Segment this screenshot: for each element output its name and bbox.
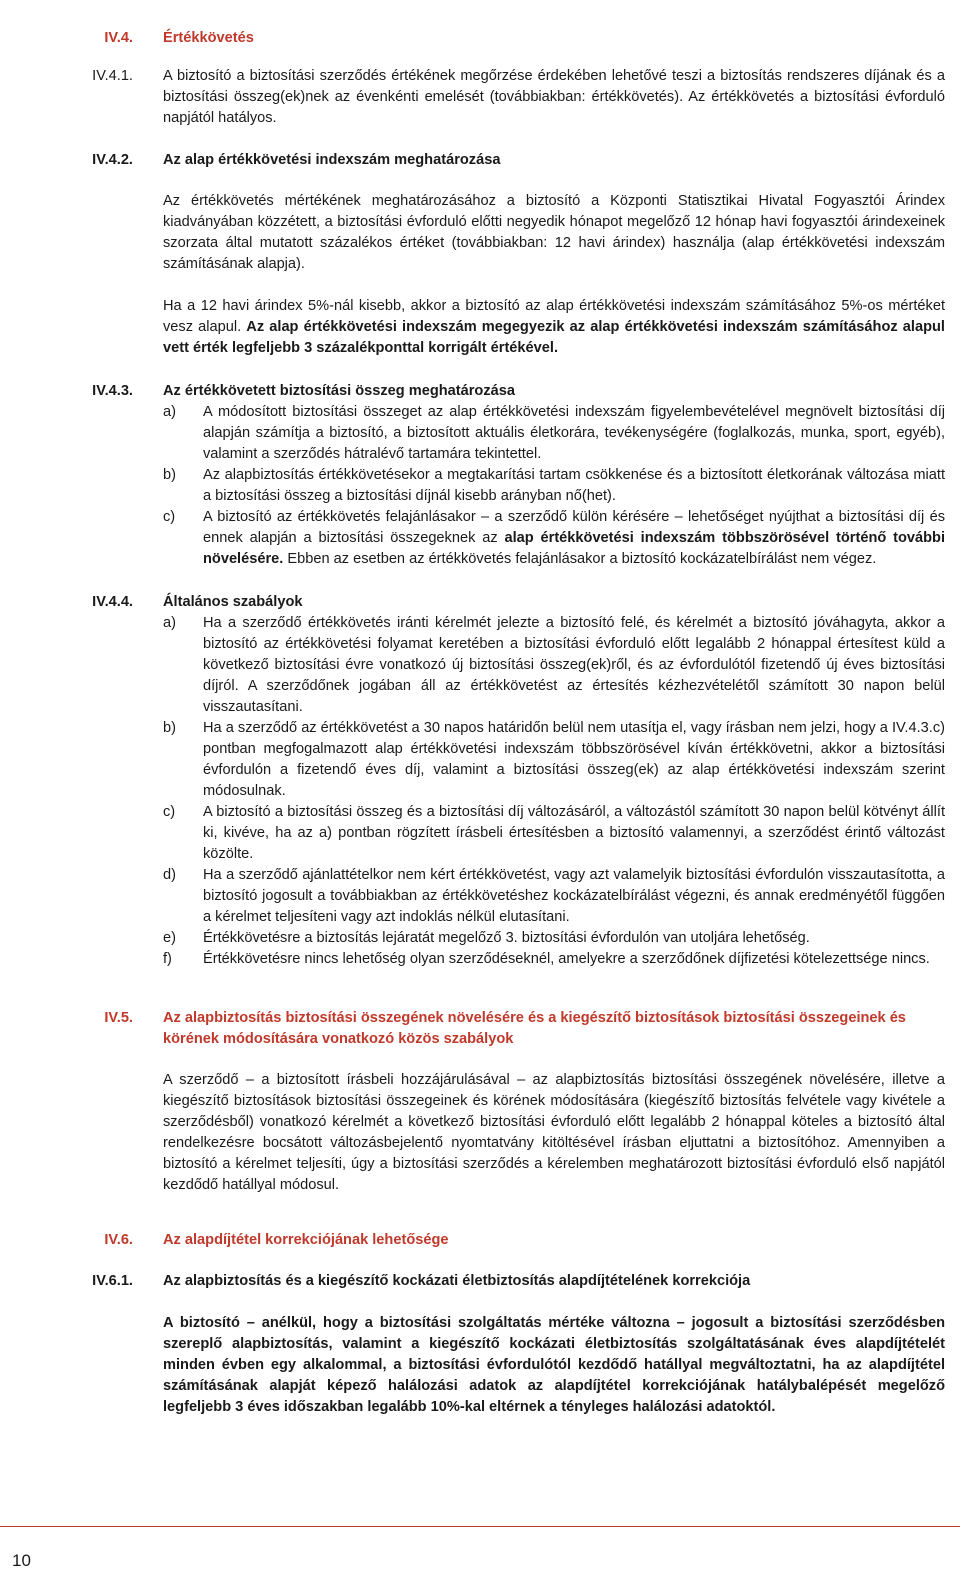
- list-letter: a): [163, 404, 176, 420]
- list-letter: b): [163, 467, 176, 483]
- list: [163, 613, 945, 970]
- list-item: [163, 928, 945, 949]
- list-item: [163, 865, 945, 928]
- list-text-bold: alap értékkövetési indexszám többszörösével történő további növelésére.: [203, 530, 946, 567]
- section-number: IV.4.2.: [92, 152, 133, 168]
- list-letter: e): [163, 930, 176, 946]
- list-letter: d): [163, 867, 176, 883]
- list-item: [163, 465, 945, 507]
- paragraph: A biztosító a biztosítási szerződés értékének megőrzése érdekében lehetővé teszi a biztosítás rendszeres díjának és a biztosítási összeg(ek)nek az évenkénti emelését (továbbiakban: értékkövetés). Az értékkövetés a biztosítási évforduló napjától hatályos.: [163, 68, 945, 126]
- list-letter: c): [163, 509, 176, 525]
- list: [163, 402, 945, 570]
- list-item: [163, 949, 945, 970]
- list-item: [163, 402, 945, 465]
- list-text: Értékkövetésre a biztosítás lejáratát megelőző 3. biztosítási évfordulón van utoljára lehetőség.: [203, 930, 810, 946]
- section-number: IV.4.3.: [92, 383, 133, 399]
- section-title: Általános szabályok: [163, 594, 303, 610]
- list-item: [163, 802, 945, 865]
- section-title: Az alapbiztosítás biztosítási összegének növelésére és a kiegészítő biztosítások biztosítási összegeinek és körének módosítására vonatkozó közös szabályok: [163, 1010, 906, 1047]
- section-title: Az alapdíjtétel korrekciójának lehetősége: [163, 1232, 449, 1248]
- footer-divider: [0, 1526, 960, 1527]
- section-title: Az alap értékkövetési indexszám meghatározása: [163, 152, 501, 168]
- list-text: Értékkövetésre nincs lehetőség olyan szerződéseknél, amelyekre a szerződőnek díjfizetési kötelezettsége nincs.: [203, 951, 930, 967]
- list-text: Ha a szerződő ajánlattételkor nem kért értékkövetést, vagy azt valamelyik biztosítási évfordulón visszautasította, a biztosító jogosult a továbbiakban az értékkövetéshez kockázatelbírálást végezni, és annak eredményétől függően a kérelmet teljesíteni vagy azt indoklás nélkül elutasítani.: [203, 867, 945, 925]
- list-item: [163, 613, 945, 718]
- paragraph-bold: Az alap értékkövetési indexszám megegyezik az alap értékkövetési indexszám számításához alapul vett érték legfeljebb 3 százalékponttal korrigált értékével.: [163, 319, 945, 356]
- paragraph: [163, 296, 945, 359]
- list-item: [163, 718, 945, 802]
- list-item: [163, 507, 945, 570]
- paragraph: A biztosító – anélkül, hogy a biztosítási szolgáltatás mértéke változna – jogosult a biztosítási szerződésben szereplő alapbiztosítás, valamint a kiegészítő kockázati életbiztosítás szolgáltatásának éves alapdíjtételét minden évben egy alkalommal, a biztosítási évfordulótól kezdődő hatállyal megváltoztatni, ha az alapdíjtétel számításának alapját képező halálozási adatok az alapdíjtétel korrekciójának hatálybalépését megelőző legfeljebb 3 éves időszakban legalább 10%-kal eltérnek a tényleges halálozási adatoktól.: [163, 1315, 945, 1415]
- list-text: Ebben az esetben az értékkövetés felajánlásakor a biztosító kockázatelbírálást nem végez.: [287, 551, 877, 567]
- section-number: IV.5.: [104, 1010, 133, 1026]
- section-title: Az értékkövetett biztosítási összeg meghatározása: [163, 383, 515, 399]
- section-number: IV.4.1.: [92, 68, 133, 84]
- list-text: A módosított biztosítási összeget az alap értékkövetési indexszám figyelembevételével megnövelt biztosítási díj alapján számítja a biztosító, a biztosított aktuális életkorára, tevékenységére (foglalkozás, munka, sport, egyéb), valamint a szerződés hátralévő tartamára tekintettel.: [203, 404, 945, 462]
- list-text: Ha a szerződő az értékkövetést a 30 napos határidőn belül nem utasítja el, vagy írásban nem jelzi, hogy a IV.4.3.c) pontban megfogalmazott alap értékkövetési indexszám többszörösével kíván értékkövetni, akkor a biztosítási évfordulón a fizetendő éves díj, valamint a biztosítási összeg(ek) az alap értékkövetési indexszám szerint módosulnak.: [203, 720, 945, 799]
- list-text: A biztosító az értékkövetés felajánlásakor – a szerződő külön kérésére – lehetőséget nyújthat a biztosítási díj és ennek alapján a biztosítási összegeknek az: [203, 509, 945, 546]
- list-text: A biztosító a biztosítási összeg és a biztosítási díj változásáról, a változástól számított 30 napon belül kötvényt állít ki, kivéve, ha az a) pontban rögzített írásbeli értesítésben a biztosító valamennyi, a szerződést érintő változást közölte.: [203, 804, 945, 862]
- list-letter: b): [163, 720, 176, 736]
- page-number: 10: [12, 1551, 31, 1570]
- section-title: Értékkövetés: [163, 30, 254, 46]
- section-title: Az alapbiztosítás és a kiegészítő kockázati életbiztosítás alapdíjtételének korrekciója: [163, 1273, 751, 1289]
- section-content: [163, 381, 945, 570]
- section-number: IV.6.1.: [92, 1273, 133, 1289]
- section-number: IV.4.4.: [92, 594, 133, 610]
- section-number: IV.4.: [104, 30, 133, 46]
- list-text: Ha a szerződő értékkövetés iránti kérelmét jelezte a biztosító felé, és kérelmét a biztosító jóváhagyta, akkor a biztosító az értékkövetési folyamat keretében a biztosítási évforduló előtt legalább 2 hónappal értesítest küld a következő biztosítási évre vonatkozó új biztosítási összeg(ek)ről, és az évfordulótól fizetendő új éves biztosítási díjról. A szerződőnek jogában áll az értékkövetést az értesítés kézhezvételétől számított 30 napon belül visszautasítani.: [203, 615, 945, 715]
- list-letter: c): [163, 804, 176, 820]
- paragraph: Az értékkövetés mértékének meghatározásához a biztosító a Központi Statisztikai Hivatal Fogyasztói Árindex kiadványában közzétett, a biztosítási évforduló előtti negyedik hónapot megelőző 12 hónap havi fogyasztói árindexeinek szorzata által mutatott százalékos értéket (továbbiakban: 12 havi árindex) használja (alap értékkövetési indexszám számításának alapja).: [163, 193, 945, 272]
- list-text: Az alapbiztosítás értékkövetésekor a megtakarítási tartam csökkenése és a biztosított életkorának változása miatt a biztosítási összeg a biztosítási díjnál kisebb arányban nő(het).: [203, 467, 945, 504]
- section-number: IV.6.: [104, 1232, 133, 1248]
- paragraph-text: Ha a 12 havi árindex 5%-nál kisebb, akkor a biztosító az alap értékkövetési indexszám számításához 5%-os mértéket vesz alapul.: [163, 298, 945, 335]
- list-letter: f): [163, 951, 172, 967]
- section-content: [163, 592, 945, 970]
- list-letter: a): [163, 615, 176, 631]
- paragraph: A szerződő – a biztosított írásbeli hozzájárulásával – az alapbiztosítás biztosítási összegének növelésére, illetve a kiegészítő biztosítások biztosítási összegeinek és körének módosítására (kiegészítő biztosítás felvétele vagy kivétele a szerződésből) vonatkozó kérelmét a következő biztosítási évforduló előtt legalább 2 hónappal köteles a biztosító által rendelkezésre bocsátott változásbejelentő nyomtatvány kitöltésével írásban eljuttatni a biztosítóhoz. Amennyiben a biztosító a kérelmet teljesíti, úgy a biztosítási szerződés a kérelemben meghatározott biztosítási évforduló első napjától kezdődő hatállyal módosul.: [163, 1072, 945, 1193]
